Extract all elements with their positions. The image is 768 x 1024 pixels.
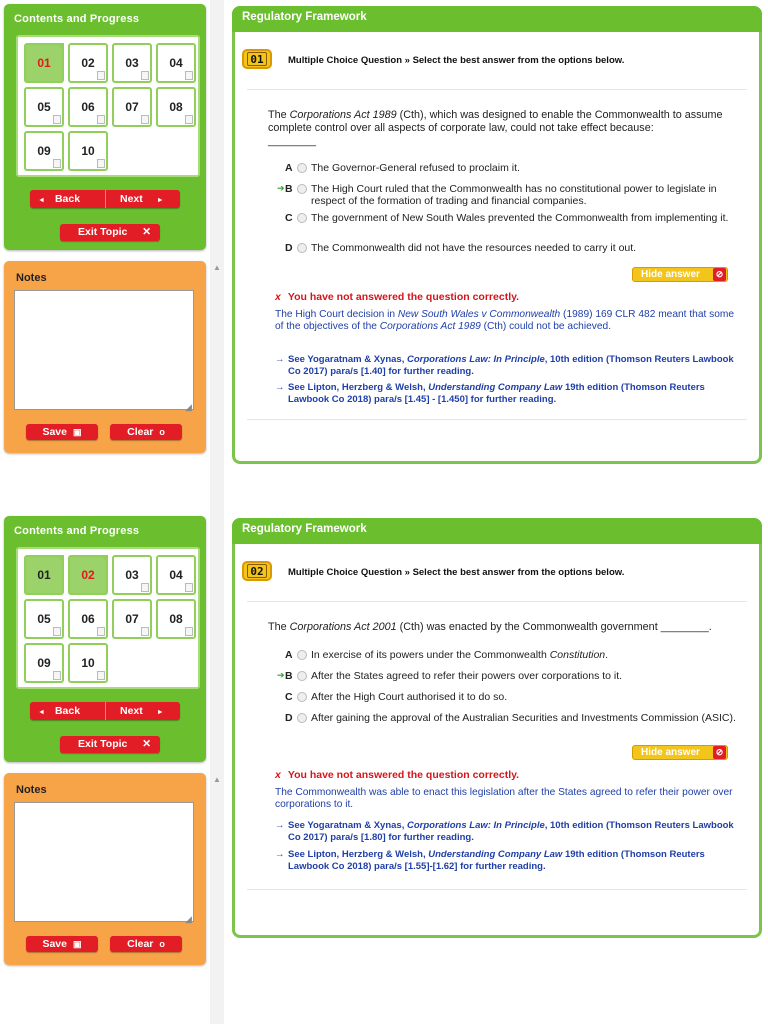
save-button[interactable]: Save ▣ xyxy=(26,936,98,952)
exit-topic-button[interactable]: Exit Topic ✕ xyxy=(60,224,160,241)
reference-link-2[interactable]: → See Lipton, Herzberg & Welsh, Understanding Company Law 19th edition (Thomson Reuters Lawbook Co 2018) para/s [1.45] - [1.450] for further reading. xyxy=(275,382,705,405)
nav-button-bar xyxy=(30,702,180,720)
question-cell-09[interactable]: 09 xyxy=(24,131,64,171)
save-button[interactable]: Save ▣ xyxy=(26,424,98,440)
note-icon xyxy=(185,71,193,80)
scroll-up-icon[interactable]: ▲ xyxy=(213,775,221,784)
question-cell-07[interactable]: 07 xyxy=(112,87,152,127)
close-icon: ✕ xyxy=(142,738,151,750)
question-cell-08[interactable]: 08 xyxy=(156,87,196,127)
clear-icon: o xyxy=(159,427,165,437)
note-icon xyxy=(53,159,61,168)
note-icon xyxy=(97,159,105,168)
contents-progress-panel xyxy=(4,516,206,762)
screen-question-2 xyxy=(0,512,768,1024)
question-cell-10[interactable]: 10 xyxy=(68,131,108,171)
card-header xyxy=(232,6,762,32)
correct-answer-arrow-icon: ➔ xyxy=(277,183,285,193)
save-icon: ▣ xyxy=(73,939,82,949)
note-icon xyxy=(185,115,193,124)
exit-topic-button[interactable]: Exit Topic ✕ xyxy=(60,736,160,753)
question-number-badge: 02 xyxy=(242,561,272,581)
question-grid xyxy=(16,35,200,177)
radio-b[interactable] xyxy=(297,184,307,194)
note-icon xyxy=(97,115,105,124)
clear-icon: o xyxy=(159,939,165,949)
radio-b[interactable] xyxy=(297,671,307,681)
question-cell-10[interactable]: 10 xyxy=(68,643,108,683)
notes-panel xyxy=(4,773,206,965)
reference-link-1[interactable]: → See Yogaratnam & Xynas, Corporations Law: In Principle, 10th edition (Thomson Reuters Lawbook Co 2017) para/s [1.40] for further reading. xyxy=(275,354,734,377)
note-icon xyxy=(97,71,105,80)
question-cell-06[interactable]: 06 xyxy=(68,599,108,639)
hide-icon: ⊘ xyxy=(713,746,726,759)
clear-button[interactable]: Clear o xyxy=(110,424,182,440)
hide-answer-button[interactable]: Hide answer ⊘ xyxy=(632,267,728,282)
incorrect-message: x You have not answered the question correctly. xyxy=(275,769,520,781)
contents-title: Contents and Progress xyxy=(14,13,140,25)
wrong-icon: x xyxy=(275,291,281,303)
note-icon xyxy=(141,583,149,592)
resize-grip-icon[interactable]: ◢ xyxy=(185,402,192,412)
notes-title: Notes xyxy=(16,784,47,796)
radio-a[interactable] xyxy=(297,163,307,173)
note-icon xyxy=(185,583,193,592)
save-icon: ▣ xyxy=(73,427,82,437)
panel-title: Regulatory Framework xyxy=(242,11,367,23)
scroll-up-icon[interactable]: ▲ xyxy=(213,263,221,272)
radio-a[interactable] xyxy=(297,650,307,660)
question-cell-05[interactable]: 05 xyxy=(24,599,64,639)
explanation-text: The High Court decision in New South Wales v Commonwealth (1989) 169 CLR 482 meant that some of the objectives of the Corporations Act 1989 (Cth) could not be achieved. xyxy=(275,309,735,332)
notes-title: Notes xyxy=(16,272,47,284)
question-cell-03[interactable]: 03 xyxy=(112,555,152,595)
question-type-label: Multiple Choice Question » Select the best answer from the options below. xyxy=(288,55,625,66)
nav-button-bar xyxy=(30,190,180,208)
question-cell-07[interactable]: 07 xyxy=(112,599,152,639)
question-cell-02[interactable]: 02 xyxy=(68,555,108,595)
question-cell-01[interactable]: 01 xyxy=(24,43,64,83)
note-icon xyxy=(97,627,105,636)
wrong-icon: x xyxy=(275,769,281,781)
hide-icon: ⊘ xyxy=(713,268,726,281)
notes-textarea[interactable] xyxy=(14,290,194,410)
back-button[interactable]: ◄ Back xyxy=(38,193,81,205)
question-card: Regulatory Framework 01 Multiple Choice Question » Select the best answer from the options below. The Corporations Act 1989 (Cth), which was designed to enable the Commonwealth to assume complete control over all aspects of corporate law, could not take effect because: ________ A The Governor-General refused to proclaim it. ➔ B The High Court ruled that the Commonwealth has no constitutional power to legislate in respect of the formation of trading and financial companies. C The government of New South Wales prevented the Commonwealth from implementing it. D The Commonwealth did not have the resources needed to carry it out. Hide answer ⊘ x You have not answered the question correctly. The High Court decision in New South Wales v Commonwealth (1989) 169 CLR 482 meant that some of the objectives of the Corporations Act 1989 (Cth) could not be achieved. → See Yogaratnam & Xynas, Corporations Law: In Principle, 10th edition (Thomson Reuters Lawbook Co 2017) para/s [1.40] for further reading. → See Lipton, Herzberg & Welsh, Understanding Company Law 19th edition (Thomson Reuters Lawbook Co 2018) para/s [1.45] - [1.450] for further reading. xyxy=(232,6,762,464)
question-cell-01[interactable]: 01 xyxy=(24,555,64,595)
back-arrow-icon: ◄ xyxy=(38,709,45,716)
clear-button[interactable]: Clear o xyxy=(110,936,182,952)
note-icon xyxy=(185,627,193,636)
correct-answer-arrow-icon: ➔ xyxy=(277,670,285,680)
question-cell-09[interactable]: 09 xyxy=(24,643,64,683)
contents-progress-panel xyxy=(4,4,206,250)
incorrect-message: x You have not answered the question correctly. xyxy=(275,291,520,303)
card-header xyxy=(232,518,762,544)
note-icon xyxy=(53,115,61,124)
next-button[interactable]: Next ► xyxy=(120,193,164,205)
note-icon xyxy=(141,115,149,124)
reference-link-2[interactable]: → See Lipton, Herzberg & Welsh, Understanding Company Law 19th edition (Thomson Reuters Lawbook Co 2018) para/s [1.55]-[1.62] for further reading. xyxy=(275,849,705,872)
note-icon xyxy=(141,71,149,80)
back-arrow-icon: ◄ xyxy=(38,197,45,204)
question-cell-06[interactable]: 06 xyxy=(68,87,108,127)
note-icon xyxy=(53,627,61,636)
next-arrow-icon: ► xyxy=(156,197,164,204)
question-text: The Corporations Act 2001 (Cth) was enacted by the Commonwealth government ________. xyxy=(268,621,712,633)
radio-d[interactable] xyxy=(297,713,307,723)
contents-title: Contents and Progress xyxy=(14,525,140,537)
reference-link-1[interactable]: → See Yogaratnam & Xynas, Corporations Law: In Principle, 10th edition (Thomson Reuters Lawbook Co 2017) para/s [1.80] for further reading. xyxy=(275,820,734,843)
back-button[interactable]: ◄ Back xyxy=(38,705,81,717)
explanation-text: The Commonwealth was able to enact this legislation after the States agreed to refer their power over corporations to it. xyxy=(275,787,733,810)
question-cell-03[interactable]: 03 xyxy=(112,43,152,83)
question-number-badge: 01 xyxy=(242,49,272,69)
notes-panel xyxy=(4,261,206,453)
question-cell-08[interactable]: 08 xyxy=(156,599,196,639)
radio-c[interactable] xyxy=(297,213,307,223)
question-cell-05[interactable]: 05 xyxy=(24,87,64,127)
next-arrow-icon: ► xyxy=(156,709,164,716)
radio-c[interactable] xyxy=(297,692,307,702)
question-cell-02[interactable]: 02 xyxy=(68,43,108,83)
radio-d[interactable] xyxy=(297,243,307,253)
note-icon xyxy=(53,671,61,680)
resize-grip-icon[interactable]: ◢ xyxy=(185,914,192,924)
question-grid xyxy=(16,547,200,689)
question-cell-04[interactable]: 04 xyxy=(156,43,196,83)
next-button[interactable]: Next ► xyxy=(120,705,164,717)
note-icon xyxy=(141,627,149,636)
hide-answer-button[interactable]: Hide answer ⊘ xyxy=(632,745,728,760)
notes-textarea[interactable] xyxy=(14,802,194,922)
question-card: Regulatory Framework 02 Multiple Choice Question » Select the best answer from the options below. The Corporations Act 2001 (Cth) was enacted by the Commonwealth government ________. A In exercise of its powers under the Commonwealth Constitution. ➔ B After the States agreed to refer their powers over corporations to it. C After the High Court authorised it to do so. D After gaining the approval of the Australian Securities and Investments Commission (ASIC). Hide answer ⊘ x You have not answered the question correctly. The Commonwealth was able to enact this legislation after the States agreed to refer their power over corporations to it. → See Yogaratnam & Xynas, Corporations Law: In Principle, 10th edition (Thomson Reuters Lawbook Co 2017) para/s [1.80] for further reading. → See Lipton, Herzberg & Welsh, Understanding Company Law 19th edition (Thomson Reuters Lawbook Co 2018) para/s [1.55]-[1.62] for further reading. xyxy=(232,518,762,938)
question-type-label: Multiple Choice Question » Select the best answer from the options below. xyxy=(288,567,625,578)
question-cell-04[interactable]: 04 xyxy=(156,555,196,595)
panel-title: Regulatory Framework xyxy=(242,523,367,535)
question-text: The Corporations Act 1989 (Cth), which was designed to enable the Commonwealth to assume complete control over all aspects of corporate law, could not take effect because: ________ xyxy=(268,109,723,147)
close-icon: ✕ xyxy=(142,226,151,238)
note-icon xyxy=(97,671,105,680)
